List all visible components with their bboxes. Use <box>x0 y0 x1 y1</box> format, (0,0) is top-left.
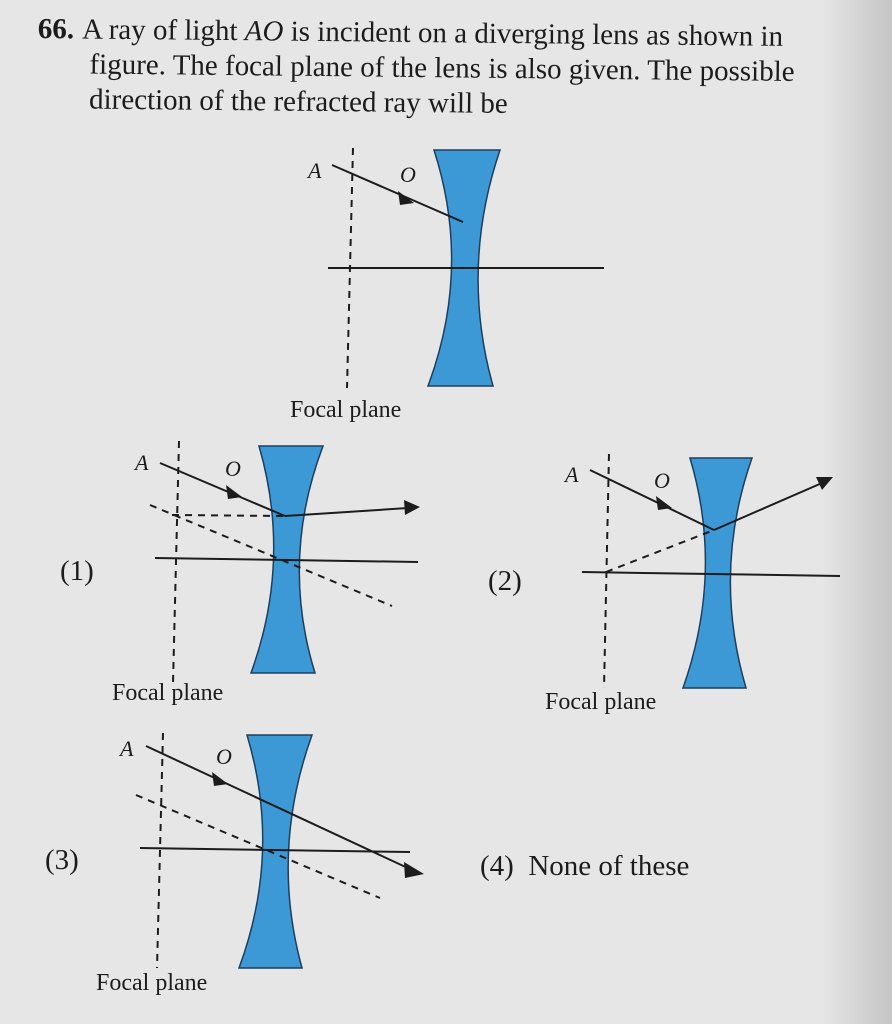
option-4[interactable] <box>480 850 689 883</box>
option-1-focal-plane-label: Focal plane <box>112 680 224 706</box>
main-ray-arrowhead <box>398 191 414 205</box>
option-1-diagram <box>112 441 420 706</box>
option-3-dashed-parallel <box>136 795 380 898</box>
option-2-point-a-label: A <box>565 462 579 487</box>
option-4-text: None of these <box>528 850 690 882</box>
option-3-diagram <box>96 733 424 996</box>
question-line-1: 66. A ray of light AO is incident on a diverging lens as shown in <box>37 12 784 53</box>
option-3-exit-arrowhead <box>404 862 424 878</box>
option-1-point-o-label: O <box>225 456 241 481</box>
option-2-point-o-label: O <box>654 468 670 493</box>
option-3-focal-plane-label: Focal plane <box>96 970 208 996</box>
question-line-2: figure. The focal plane of the lens is also given. The possible <box>89 48 795 88</box>
option-2-label[interactable]: (2) <box>488 565 522 597</box>
option-3-point-o-label: O <box>216 744 232 769</box>
main-focal-plane-label: Focal plane <box>290 397 402 423</box>
option-4-label: (4) <box>480 850 514 882</box>
option-1-dashed-horizontal <box>172 515 285 516</box>
option-3-incident-arrowhead <box>212 772 228 786</box>
option-1-focal-plane-line <box>173 441 179 683</box>
option-2-dashed-backtrace <box>606 530 714 572</box>
main-diagram <box>290 148 604 423</box>
main-point-o-label: O <box>400 162 416 187</box>
main-point-a-label: A <box>308 158 322 183</box>
option-2-diagram <box>545 454 840 715</box>
question-number: 66. <box>37 12 75 46</box>
option-2-incident-arrowhead <box>656 496 672 510</box>
option-1-label[interactable]: (1) <box>60 555 94 587</box>
option-3-point-a-label: A <box>120 736 134 761</box>
option-3-label[interactable]: (3) <box>45 844 79 876</box>
option-1-incident-arrowhead <box>226 485 242 499</box>
option-3-lens <box>239 735 312 968</box>
option-1-point-a-label: A <box>135 450 149 475</box>
option-2-focal-plane-label: Focal plane <box>545 689 657 715</box>
question-line-3: direction of the refracted ray will be <box>88 83 508 120</box>
ray-ao-label: AO <box>244 15 284 48</box>
option-1-refracted-arrowhead <box>404 500 420 515</box>
option-3-focal-plane-line <box>157 733 163 968</box>
